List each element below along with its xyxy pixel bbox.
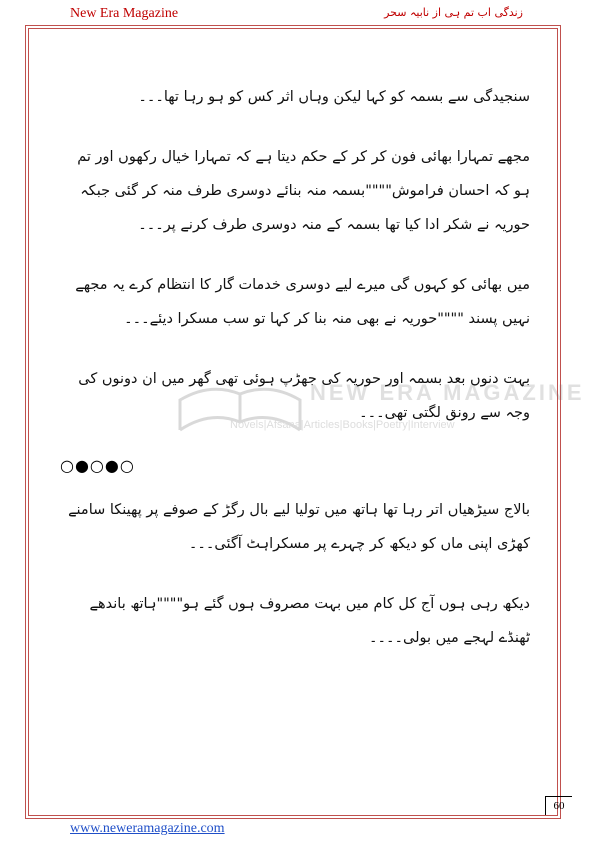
paragraph: سنجیدگی سے بسمہ کو کہا لیکن وہاں اثر کس کو ہو رہا تھا۔۔۔ (138, 89, 530, 105)
paragraph: دیکھ رہی ہوں آج کل کام میں بہت مصروف ہوں گئے ہو""""ہاتھ باندھے ٹھنڈے لہجے میں بولی۔۔۔۔ (89, 596, 530, 646)
magazine-name: New Era Magazine (70, 6, 179, 21)
paragraph: مجھے تمہارا بھائی فون کر کر کے حکم دیتا ہے کہ تمہارا خیال رکھوں اور تم ہو کہ احسان فراموش""""بسمہ منہ بنائے دوسری طرف منہ کر گئی جبکہ حوریہ نے شکر ادا کیا تھا بسمہ کے منہ دوسری طرف کرنے پر۔۔۔ (77, 149, 530, 233)
paragraph: میں بھائی کو کہوں گی میرے لیے دوسری خدمات گار کا انتظام کرے یہ مجھے نہیں پسند """"حوریہ نے بھی منہ بنا کر کہا تو سب مسکرا دیئے۔۔۔ (75, 277, 530, 327)
section-separator: ○●○●○ (60, 456, 135, 475)
watermark-title: NEW ERA MAGAZINE (310, 380, 585, 405)
paragraph: بالاج سیڑھیاں اتر رہا تھا ہاتھ میں تولیا لیے بال رگڑ کے صوفے پر پھینکا سامنے کھڑی اپنی ماں کو دیکھ کر چہرے پر مسکراہٹ آگئی۔۔۔ (68, 502, 530, 552)
novel-title: زندگی اب تم ہی از نابیہ سحر (384, 6, 523, 19)
watermark-subtitle: Novels|Afsana|Articles|Books|Poetry|Interview (230, 419, 455, 431)
page-number: 60 (545, 796, 572, 815)
website-link[interactable]: www.neweramagazine.com (70, 821, 225, 836)
paragraph: بہت دنوں بعد بسمہ اور حوریہ کی جھڑپ ہوئی تھی گھر میں ان دونوں کی وجہ سے رونق لگتی تھی۔۔۔ (78, 371, 530, 421)
article-body (60, 80, 530, 681)
